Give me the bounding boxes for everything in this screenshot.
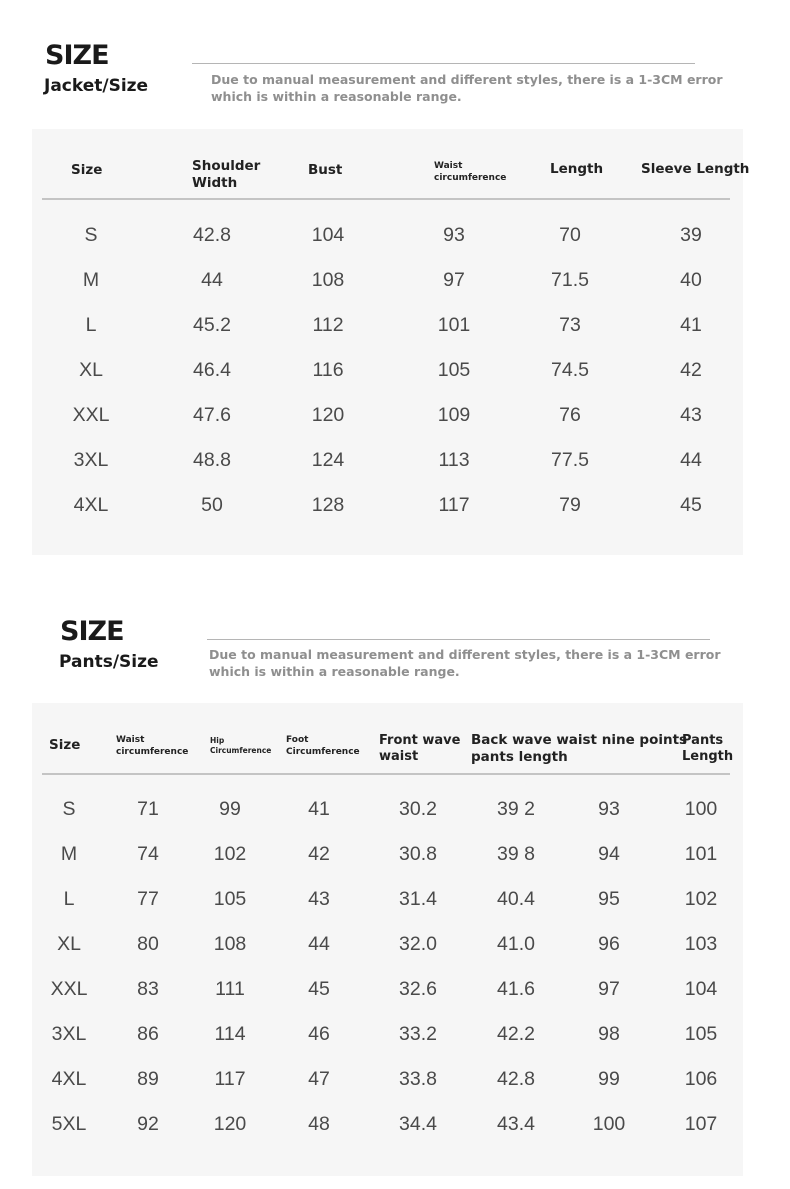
jacket-cell-r3-c0: XL	[79, 359, 103, 381]
pants-header-pants-length	[682, 733, 733, 765]
jacket-cell-r4-c1: 47.6	[193, 404, 231, 426]
jacket-header-sleeve-length: Sleeve Length	[641, 161, 750, 177]
pants-cell-r2-c3: 43	[308, 888, 330, 910]
pants-header-foot	[286, 734, 360, 758]
jacket-cell-r1-c1: 44	[201, 269, 223, 291]
pants-cell-r7-c0: 5XL	[51, 1113, 87, 1135]
pants-header-waist-line1: Waist	[116, 735, 145, 745]
pants-cell-r5-c2: 114	[214, 1023, 246, 1045]
jacket-cell-r5-c1: 48.8	[193, 449, 231, 471]
jacket-cell-r0-c0: S	[84, 224, 98, 246]
jacket-header-waist-line1: Waist	[434, 161, 463, 171]
pants-header-waist-line2: circumference	[116, 747, 189, 757]
pants-header-foot-line2: Circumference	[286, 747, 360, 757]
pants-header-pants-line2: Length	[682, 749, 734, 764]
jacket-subtitle: Jacket/Size	[44, 76, 149, 96]
pants-header-back-line2: pants length	[471, 749, 568, 765]
pants-header-divider	[42, 773, 730, 775]
jacket-header-waist	[434, 160, 506, 184]
pants-cell-r4-c3: 45	[308, 978, 330, 1000]
pants-cell-r4-c4: 32.6	[399, 978, 437, 1000]
pants-cell-r3-c3: 44	[308, 933, 330, 955]
pants-cell-r5-c6: 98	[598, 1023, 620, 1045]
pants-cell-r3-c1: 80	[137, 933, 159, 955]
pants-cell-r0-c1: 71	[137, 798, 159, 820]
pants-cell-r3-c6: 96	[598, 933, 620, 955]
pants-cell-r7-c3: 48	[308, 1113, 330, 1135]
pants-cell-r0-c6: 93	[598, 798, 620, 820]
pants-cell-r2-c7: 102	[684, 888, 718, 910]
pants-header-back-wave	[471, 732, 687, 766]
jacket-note-line2: which is within a reasonable range.	[211, 89, 462, 104]
jacket-cell-r5-c0: 3XL	[73, 449, 109, 471]
pants-cell-r3-c7: 103	[684, 933, 718, 955]
jacket-cell-r5-c5: 44	[680, 449, 702, 471]
jacket-cell-r3-c2: 116	[312, 359, 344, 381]
jacket-header-size: Size	[71, 162, 103, 178]
pants-cell-r2-c1: 77	[137, 888, 159, 910]
jacket-size-title: SIZE	[45, 40, 109, 71]
pants-cell-r7-c2: 120	[213, 1113, 247, 1135]
pants-cell-r3-c0: XL	[57, 933, 81, 955]
pants-cell-r2-c0: L	[63, 888, 75, 910]
pants-cell-r0-c3: 41	[308, 798, 330, 820]
pants-note-line2: which is within a reasonable range.	[209, 664, 460, 679]
pants-cell-r6-c4: 33.8	[399, 1068, 437, 1090]
jacket-cell-r4-c0: XXL	[72, 404, 110, 426]
jacket-cell-r3-c3: 105	[437, 359, 471, 381]
pants-cell-r0-c4: 30.2	[399, 798, 437, 820]
pants-cell-r1-c3: 42	[308, 843, 330, 865]
pants-cell-r0-c0: S	[62, 798, 76, 820]
pants-cell-r1-c0: M	[60, 843, 78, 865]
pants-header-foot-line1: Foot	[286, 735, 309, 745]
pants-header-front-wave	[379, 733, 460, 765]
jacket-cell-r0-c2: 104	[311, 224, 345, 246]
pants-cell-r7-c1: 92	[137, 1113, 159, 1135]
pants-cell-r6-c3: 47	[308, 1068, 330, 1090]
jacket-header-shoulder-line2: Width	[192, 175, 238, 191]
pants-cell-r1-c7: 101	[684, 843, 718, 865]
pants-cell-r7-c6: 100	[592, 1113, 626, 1135]
pants-cell-r5-c1: 86	[137, 1023, 159, 1045]
jacket-cell-r6-c0: 4XL	[73, 494, 109, 516]
pants-cell-r7-c5: 43.4	[497, 1113, 535, 1135]
jacket-header-shoulder-width	[192, 158, 260, 192]
jacket-cell-r0-c1: 42.8	[193, 224, 231, 246]
pants-cell-r3-c4: 32.0	[399, 933, 437, 955]
jacket-cell-r1-c5: 40	[680, 269, 702, 291]
pants-header-back-line1: Back wave waist nine points	[471, 732, 688, 748]
jacket-cell-r2-c5: 41	[680, 314, 702, 336]
pants-title-rule	[207, 639, 710, 640]
jacket-cell-r2-c4: 73	[559, 314, 581, 336]
pants-cell-r6-c1: 89	[137, 1068, 159, 1090]
pants-cell-r4-c7: 104	[684, 978, 718, 1000]
pants-cell-r4-c2: 111	[215, 978, 245, 1000]
jacket-header-shoulder-line1: Shoulder	[192, 158, 261, 174]
pants-header-hip	[210, 736, 271, 756]
jacket-note-line1: Due to manual measurement and different styles, there is a 1-3CM error	[211, 72, 723, 87]
pants-cell-r4-c5: 41.6	[497, 978, 535, 1000]
jacket-table-panel	[32, 129, 743, 555]
pants-cell-r5-c7: 105	[684, 1023, 718, 1045]
pants-cell-r6-c5: 42.8	[497, 1068, 535, 1090]
jacket-title-rule	[192, 63, 695, 64]
pants-header-front-line2: waist	[379, 749, 419, 764]
pants-cell-r2-c5: 40.4	[497, 888, 535, 910]
pants-cell-r1-c4: 30.8	[399, 843, 437, 865]
jacket-cell-r1-c2: 108	[311, 269, 345, 291]
jacket-cell-r4-c4: 76	[559, 404, 581, 426]
pants-cell-r2-c4: 31.4	[399, 888, 437, 910]
jacket-cell-r6-c2: 128	[311, 494, 345, 516]
jacket-cell-r4-c2: 120	[311, 404, 345, 426]
pants-cell-r5-c5: 42.2	[497, 1023, 535, 1045]
pants-cell-r0-c2: 99	[219, 798, 241, 820]
pants-header-pants-line1: Pants	[682, 733, 724, 748]
jacket-cell-r3-c4: 74.5	[551, 359, 589, 381]
jacket-cell-r1-c0: M	[82, 269, 100, 291]
pants-cell-r1-c5: 39 8	[497, 843, 535, 865]
pants-cell-r1-c2: 102	[213, 843, 247, 865]
pants-header-hip-line1: Hip	[210, 736, 225, 745]
pants-cell-r7-c7: 107	[684, 1113, 718, 1135]
pants-cell-r5-c0: 3XL	[51, 1023, 87, 1045]
jacket-cell-r6-c3: 117	[438, 494, 470, 516]
jacket-cell-r3-c5: 42	[680, 359, 702, 381]
pants-cell-r3-c5: 41.0	[497, 933, 535, 955]
pants-header-size: Size	[49, 737, 81, 753]
pants-cell-r5-c3: 46	[308, 1023, 330, 1045]
jacket-cell-r2-c3: 101	[437, 314, 471, 336]
jacket-header-divider	[42, 198, 730, 200]
jacket-cell-r1-c3: 97	[443, 269, 465, 291]
pants-cell-r4-c0: XXL	[50, 978, 88, 1000]
pants-header-hip-line2: Circumference	[210, 746, 272, 755]
pants-cell-r1-c6: 94	[598, 843, 620, 865]
pants-cell-r6-c2: 117	[214, 1068, 246, 1090]
pants-cell-r6-c7: 106	[684, 1068, 718, 1090]
pants-cell-r6-c0: 4XL	[51, 1068, 87, 1090]
pants-cell-r3-c2: 108	[213, 933, 247, 955]
jacket-header-waist-line2: circumference	[434, 173, 507, 183]
pants-cell-r5-c4: 33.2	[399, 1023, 437, 1045]
jacket-cell-r0-c5: 39	[680, 224, 702, 246]
jacket-cell-r3-c1: 46.4	[193, 359, 231, 381]
pants-note-line1: Due to manual measurement and different styles, there is a 1-3CM error	[209, 647, 721, 662]
jacket-cell-r2-c2: 112	[312, 314, 344, 336]
jacket-cell-r0-c3: 93	[443, 224, 465, 246]
pants-cell-r2-c2: 105	[213, 888, 247, 910]
pants-cell-r7-c4: 34.4	[399, 1113, 437, 1135]
jacket-cell-r6-c5: 45	[680, 494, 702, 516]
pants-cell-r4-c1: 83	[137, 978, 159, 1000]
jacket-cell-r2-c0: L	[85, 314, 97, 336]
jacket-header-bust: Bust	[308, 162, 343, 178]
pants-note	[209, 646, 721, 680]
jacket-cell-r0-c4: 70	[559, 224, 581, 246]
pants-cell-r2-c6: 95	[598, 888, 620, 910]
pants-size-title: SIZE	[60, 616, 124, 647]
pants-cell-r6-c6: 99	[598, 1068, 620, 1090]
pants-cell-r4-c6: 97	[598, 978, 620, 1000]
jacket-cell-r6-c1: 50	[201, 494, 223, 516]
pants-subtitle: Pants/Size	[59, 652, 159, 672]
jacket-cell-r4-c3: 109	[437, 404, 471, 426]
jacket-cell-r5-c3: 113	[438, 449, 470, 471]
jacket-cell-r2-c1: 45.2	[193, 314, 231, 336]
pants-cell-r1-c1: 74	[137, 843, 159, 865]
jacket-cell-r6-c4: 79	[559, 494, 581, 516]
jacket-cell-r1-c4: 71.5	[551, 269, 589, 291]
jacket-cell-r5-c2: 124	[311, 449, 345, 471]
pants-cell-r0-c5: 39 2	[497, 798, 535, 820]
jacket-header-length: Length	[550, 161, 604, 177]
pants-header-front-line1: Front wave	[379, 733, 461, 748]
jacket-note	[211, 71, 723, 105]
jacket-cell-r4-c5: 43	[680, 404, 702, 426]
jacket-cell-r5-c4: 77.5	[551, 449, 589, 471]
pants-cell-r0-c7: 100	[684, 798, 718, 820]
pants-header-waist	[116, 734, 188, 758]
